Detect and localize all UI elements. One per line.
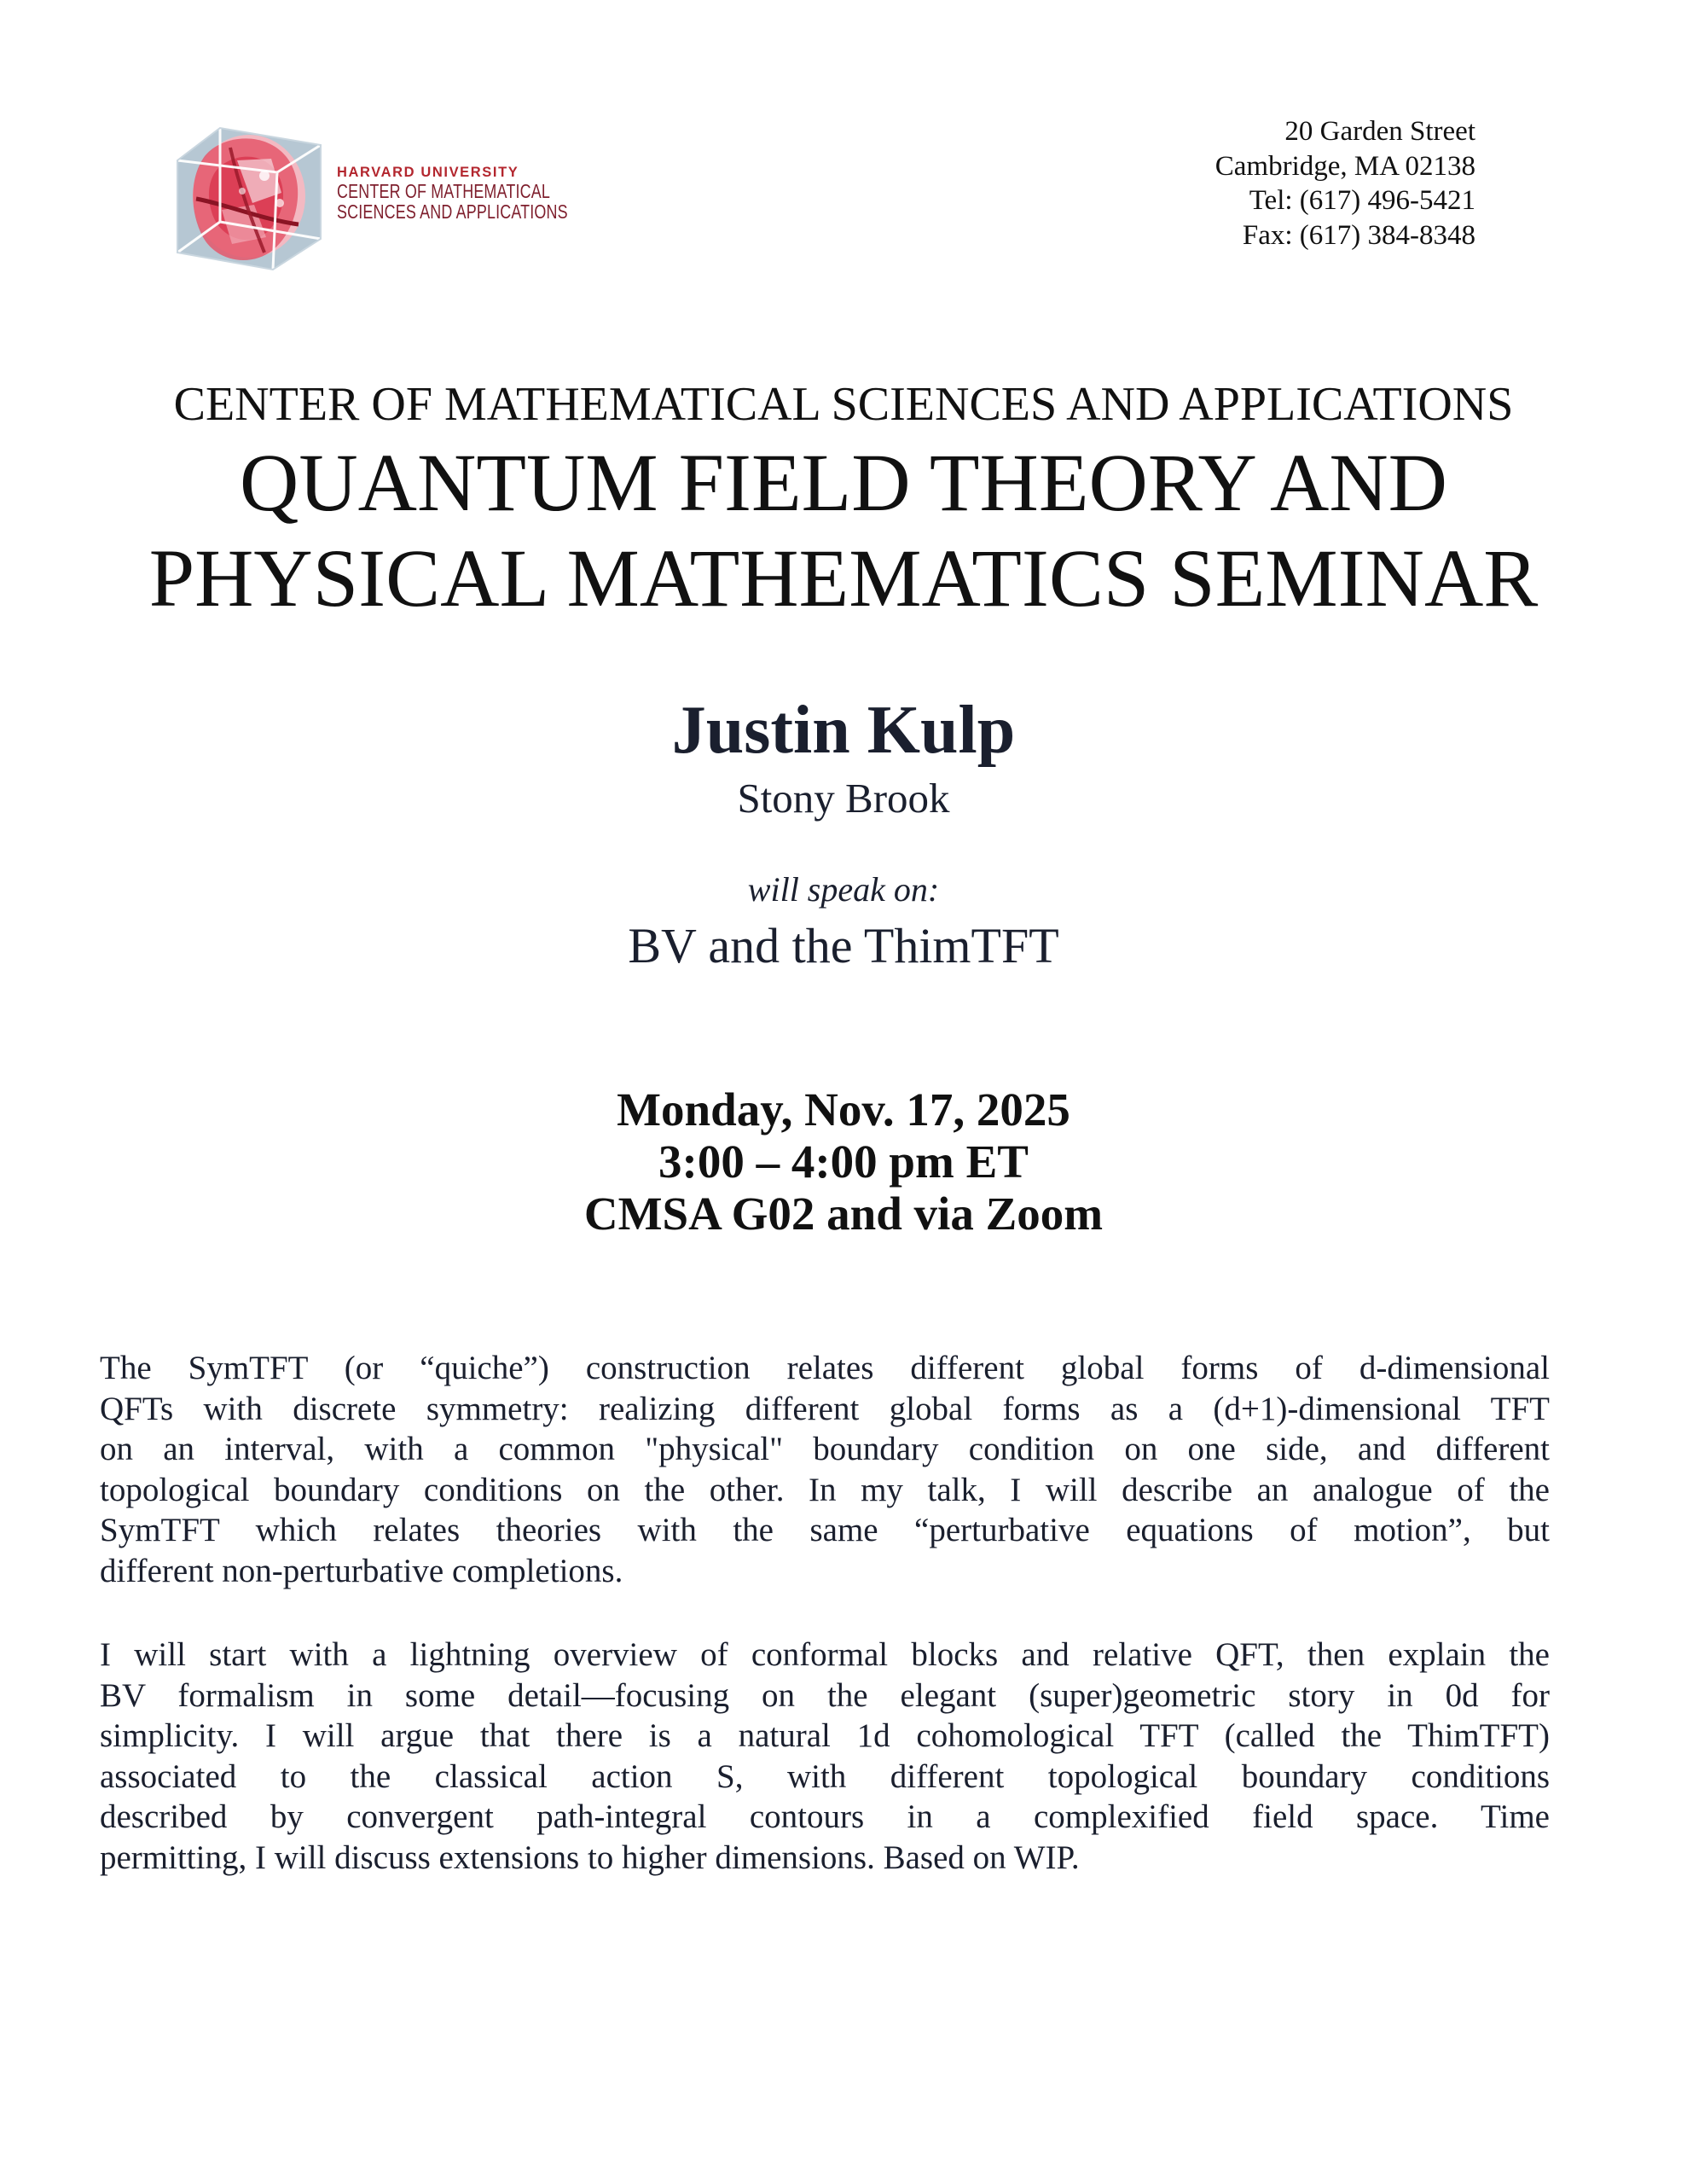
abstract-paragraph-1 bbox=[100, 1348, 1550, 1591]
talk-title: BV and the ThimTFT bbox=[628, 918, 1059, 973]
abstract-line: associated to the classical action S, with different topological boundary conditions bbox=[100, 1757, 1550, 1795]
speaker-affiliation: Stony Brook bbox=[737, 775, 950, 822]
abstract-line: different non-perturbative completions. bbox=[100, 1552, 623, 1589]
abstract-line: described by convergent path-integral contours in a complexified field space. Time bbox=[100, 1798, 1550, 1835]
abstract-line: BV formalism in some detail—focusing on the elegant (super)geometric story in 0d for bbox=[100, 1676, 1550, 1714]
seminar-title-line2: PHYSICAL MATHEMATICS SEMINAR bbox=[148, 532, 1539, 624]
abstract-line: I will start with a lightning overview of conformal blocks and relative QFT, then explain the bbox=[100, 1636, 1550, 1673]
abstract-line: topological boundary conditions on the other. In my talk, I will describe an analogue of the bbox=[100, 1471, 1550, 1508]
abstract-line: SymTFT which relates theories with the same “perturbative equations of motion”, but bbox=[100, 1512, 1550, 1548]
abstract-line: The SymTFT (or “quiche”) construction relates different global forms of d-dimensional bbox=[100, 1350, 1550, 1386]
abstract-line: simplicity. I will argue that there is a natural 1d cohomological TFT (called the ThimTFT) bbox=[100, 1717, 1550, 1754]
seminar-title bbox=[0, 435, 1687, 626]
speak-on-label: will speak on: bbox=[747, 870, 940, 909]
event-date: Monday, Nov. 17, 2025 bbox=[617, 1083, 1070, 1136]
abstract-line: on an interval, with a common "physical" boundary condition on one side, and different bbox=[100, 1431, 1550, 1467]
event-time: 3:00 – 4:00 pm ET bbox=[658, 1136, 1029, 1188]
address-fax: Fax: (617) 384-8348 bbox=[1242, 219, 1475, 251]
address-city: Cambridge, MA 02138 bbox=[1215, 150, 1475, 182]
cmsa-logo bbox=[171, 109, 568, 280]
logo-center-line2: SCIENCES AND APPLICATIONS bbox=[337, 200, 568, 223]
logo-university: HARVARD UNIVERSITY bbox=[337, 165, 519, 180]
address-tel: Tel: (617) 496-5421 bbox=[1249, 185, 1475, 216]
event-location: CMSA G02 and via Zoom bbox=[583, 1188, 1104, 1240]
abstract-paragraph-2 bbox=[100, 1635, 1550, 1878]
address-street: 20 Garden Street bbox=[1284, 116, 1475, 147]
address-block bbox=[1215, 114, 1475, 253]
abstract-line: permitting, I will discuss extensions to higher dimensions. Based on WIP. bbox=[100, 1838, 1080, 1876]
seminar-title-line1: QUANTUM FIELD THEORY AND bbox=[240, 437, 1447, 528]
cmsa-cube-logo-icon bbox=[171, 109, 324, 276]
logo-wordmark bbox=[337, 164, 633, 222]
abstract-line: QFTs with discrete symmetry: realizing different global forms as a (d+1)-dimensional TFT bbox=[100, 1390, 1550, 1427]
event-details bbox=[0, 1083, 1687, 1240]
logo-center-line1: CENTER OF MATHEMATICAL bbox=[337, 180, 550, 202]
speaker-name: Justin Kulp bbox=[671, 693, 1016, 768]
center-heading: CENTER OF MATHEMATICAL SCIENCES AND APPLICATIONS bbox=[173, 378, 1514, 431]
